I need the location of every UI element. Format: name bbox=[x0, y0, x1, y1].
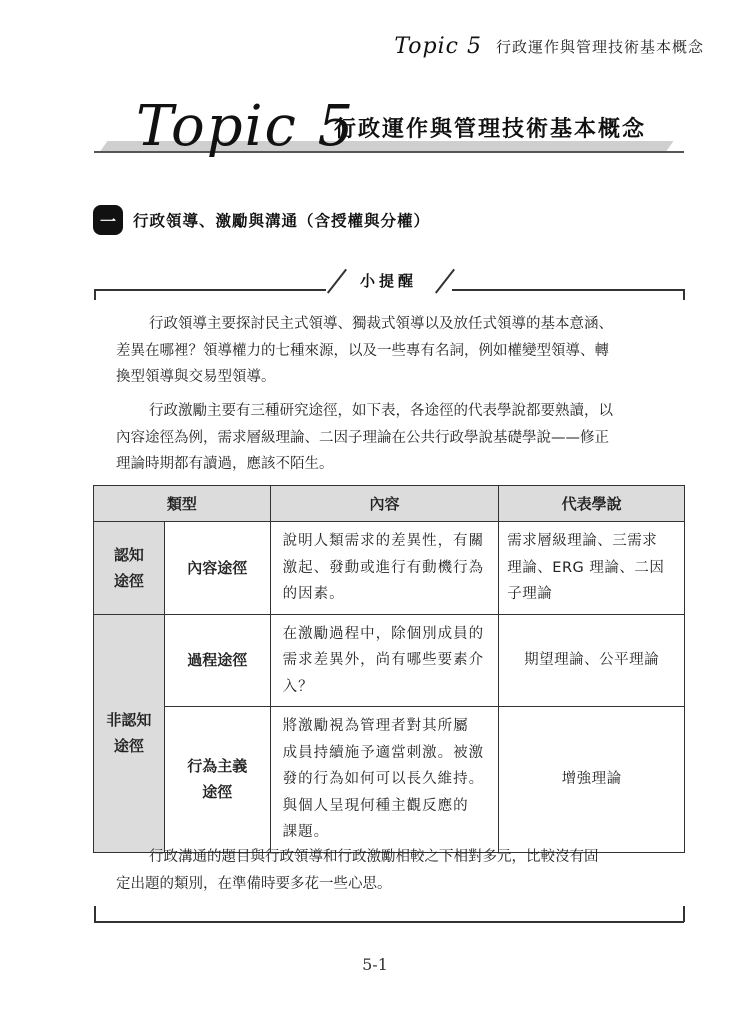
paragraph-line: 行政激勵主要有三種研究途徑，如下表，各途徑的代表學說都要熟讀，以 bbox=[149, 403, 613, 419]
approach-label: 內容途徑 bbox=[187, 558, 248, 577]
approach-label: 行為主義 bbox=[187, 757, 248, 776]
reminder-paragraph-1 bbox=[116, 311, 668, 391]
content-line: 激起、發動或進行有動機行為 bbox=[282, 559, 485, 576]
reminder-label: 小提醒 bbox=[360, 272, 418, 290]
section-heading bbox=[93, 205, 430, 235]
approach-label: 途徑 bbox=[202, 783, 233, 802]
running-header bbox=[394, 34, 704, 59]
content-line: 與個人呈現何種主觀反應的 bbox=[282, 797, 469, 814]
theory-line: 需求層級理論、三需求 bbox=[507, 533, 658, 549]
category-line: 途徑 bbox=[113, 571, 144, 590]
content-line: 發的行為如何可以長久維持。 bbox=[282, 771, 485, 787]
theory-line: 期望理論、公平理論 bbox=[524, 652, 660, 668]
topic-logo: Topic 5 bbox=[136, 94, 356, 159]
approach-process bbox=[164, 614, 270, 707]
reminder-frame-bottom bbox=[94, 921, 684, 923]
reminder-frame-top-left bbox=[94, 289, 326, 291]
content-line: 說明人類需求的差異性，有關 bbox=[282, 533, 485, 549]
reminder-frame-top-right bbox=[452, 289, 684, 291]
header-theory: 代表學說 bbox=[499, 486, 685, 522]
paragraph-line: 差異在哪裡？領導權力的七種來源，以及一些專有名詞，例如權變型領導、轉 bbox=[116, 342, 609, 359]
paragraph-line: 理論時期都有讀過，應該不陌生。 bbox=[116, 456, 334, 472]
content-line: 成員持續施予適當刺激。被激 bbox=[282, 744, 485, 761]
theory-cell bbox=[499, 707, 685, 853]
paragraph-line: 內容途徑為例，需求層級理論、二因子理論在公共行政學說基礎學說——修正 bbox=[116, 429, 609, 446]
category-line: 途徑 bbox=[113, 737, 144, 755]
content-line: 入？ bbox=[282, 678, 314, 695]
table-row bbox=[94, 707, 685, 853]
table-row bbox=[94, 522, 685, 615]
section-title: 行政領導、激勵與溝通（含授權與分權） bbox=[133, 212, 431, 230]
chapter-title: 行政運作與管理技術基本概念 bbox=[334, 117, 647, 142]
reminder-frame-bottom-left bbox=[94, 906, 96, 922]
reminder-frame-corner-left bbox=[94, 289, 96, 300]
content-line: 需求差異外，尚有哪些要素介 bbox=[282, 652, 485, 668]
reminder-paragraph-3 bbox=[116, 844, 668, 897]
content-cell bbox=[270, 707, 499, 853]
reminder-frame-corner-right bbox=[683, 289, 685, 300]
content-line: 將激勵視為管理者對其所屬 bbox=[282, 718, 469, 734]
header-type: 類型 bbox=[94, 486, 271, 522]
approach-label: 過程途徑 bbox=[187, 651, 248, 670]
reminder-frame-bottom-right bbox=[683, 906, 685, 922]
approach-content bbox=[164, 522, 270, 615]
content-line: 課題。 bbox=[282, 824, 330, 840]
table-header-row bbox=[94, 486, 685, 522]
paragraph-line: 行政領導主要探討民主式領導、獨裁式領導以及放任式領導的基本意涵、 bbox=[149, 316, 613, 332]
category-non-cognitive bbox=[94, 614, 165, 852]
topic-heading bbox=[0, 95, 750, 175]
motivation-approaches-table bbox=[93, 485, 685, 853]
page-number: 5-1 bbox=[362, 955, 388, 974]
category-line: 非認知 bbox=[106, 711, 152, 729]
paragraph-line: 定出題的類別，在準備時要多花一些心思。 bbox=[116, 875, 392, 892]
header-chapter-title: 行政運作與管理技術基本概念 bbox=[495, 38, 704, 56]
theory-cell bbox=[499, 522, 685, 615]
table-row bbox=[94, 614, 685, 707]
theory-line: 增強理論 bbox=[561, 771, 622, 787]
category-cognitive bbox=[94, 522, 165, 615]
reminder-paragraph-2 bbox=[116, 398, 668, 478]
header-content: 內容 bbox=[270, 486, 499, 522]
category-line: 認知 bbox=[113, 545, 144, 564]
paragraph-line: 行政溝通的題目與行政領導和行政激勵相較之下相對多元，比較沒有固 bbox=[149, 849, 599, 865]
content-cell bbox=[270, 614, 499, 707]
theory-cell bbox=[499, 614, 685, 707]
content-cell bbox=[270, 522, 499, 615]
reminder-slash-left bbox=[327, 269, 347, 294]
approach-behaviorism bbox=[164, 707, 270, 853]
theory-line: 子理論 bbox=[507, 586, 553, 602]
theory-line: 理論、ERG 理論、二因 bbox=[507, 559, 665, 576]
header-topic-logo: Topic 5 bbox=[394, 34, 482, 59]
paragraph-line: 換型領導與交易型領導。 bbox=[116, 369, 276, 385]
content-line: 在激勵過程中，除個別成員的 bbox=[282, 625, 485, 642]
content-line: 的因素。 bbox=[282, 586, 345, 602]
section-number-badge: 一 bbox=[93, 205, 123, 235]
